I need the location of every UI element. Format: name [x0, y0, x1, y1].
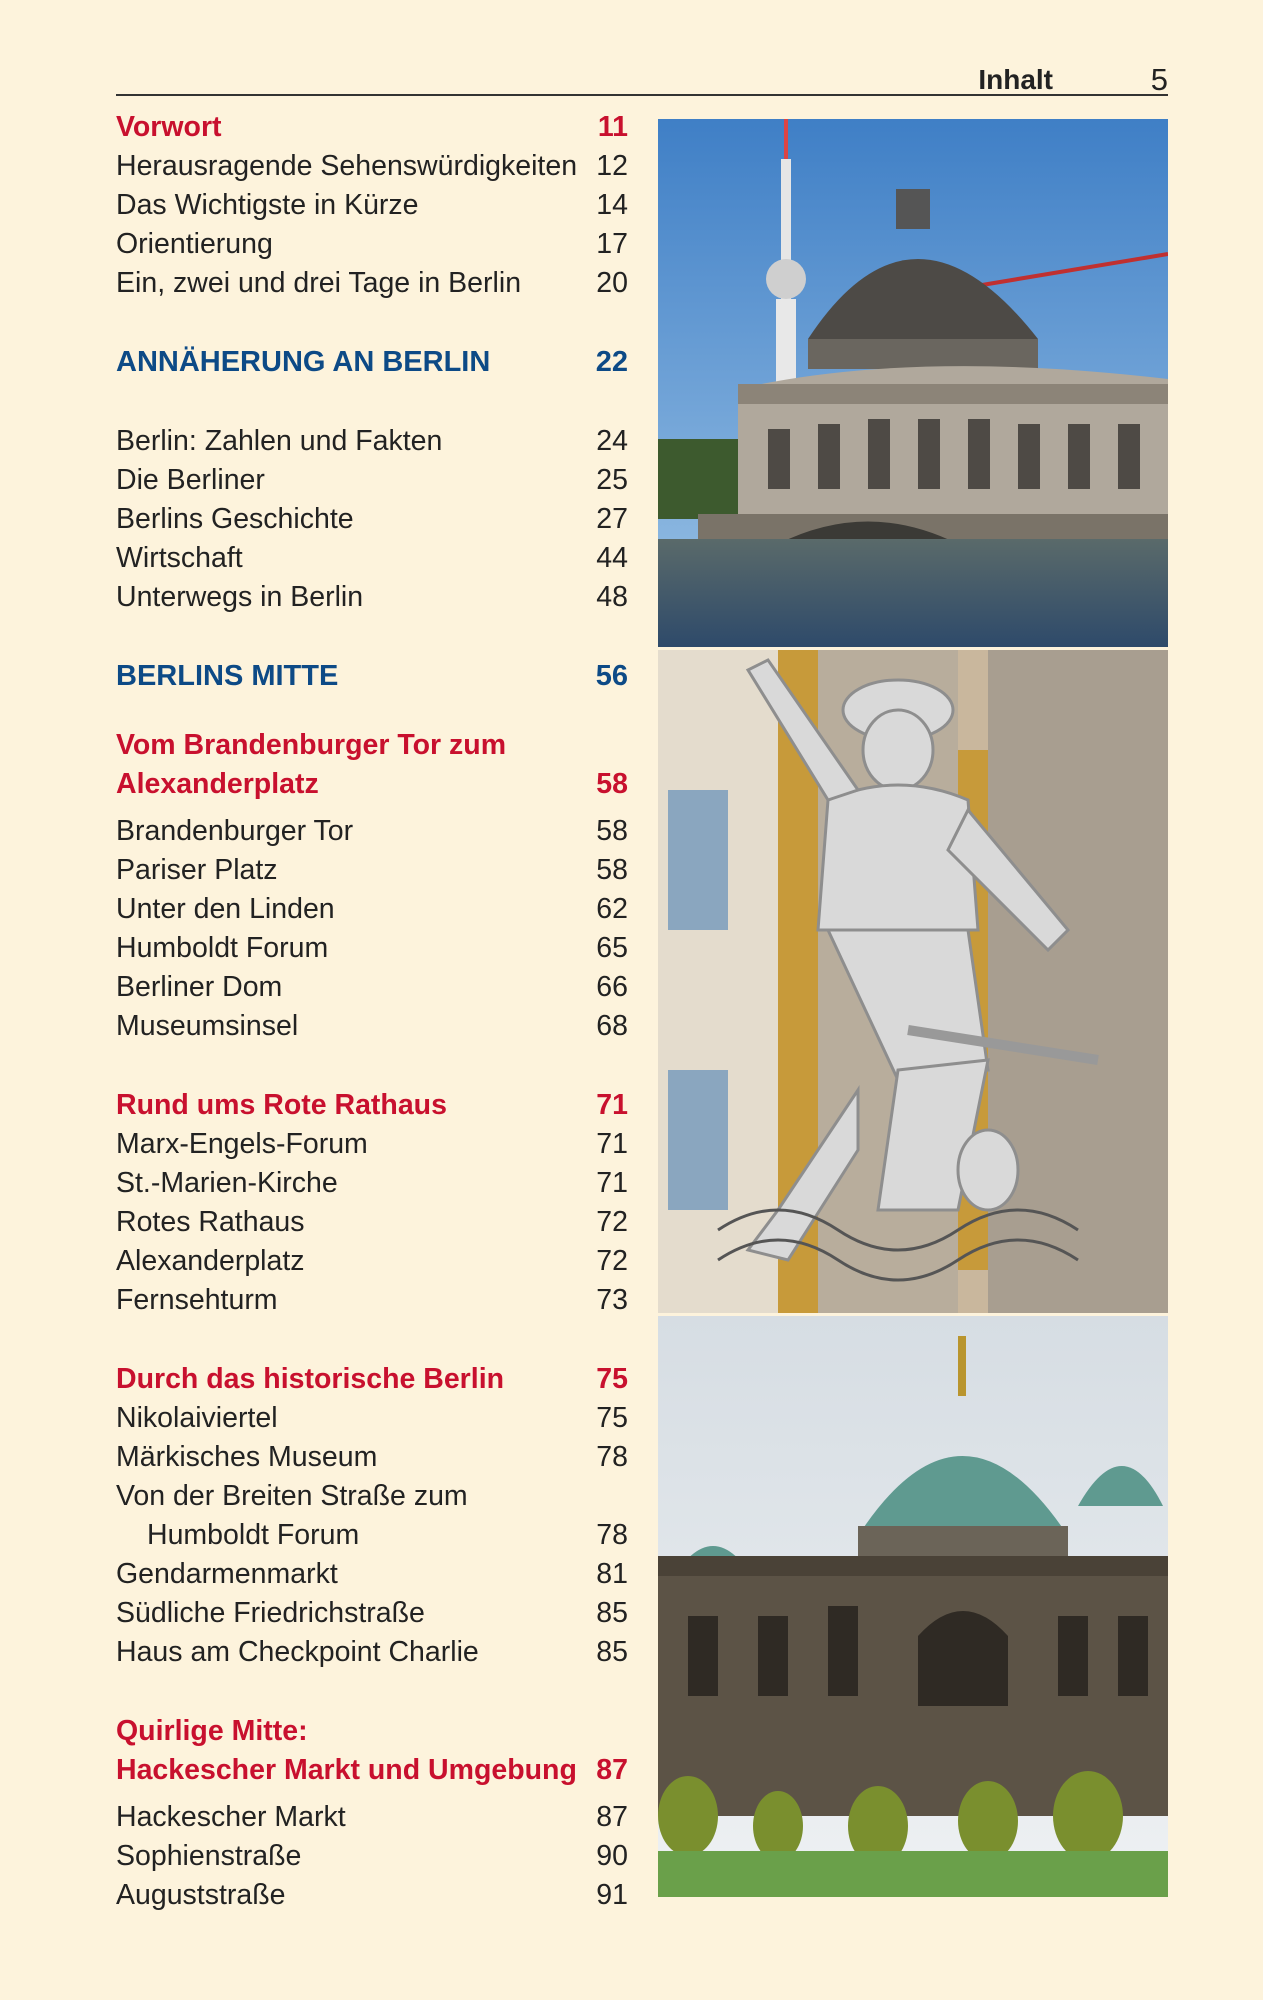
toc-label: Alexanderplatz: [116, 768, 319, 800]
page-number: 5: [1150, 62, 1168, 97]
toc-entry[interactable]: [116, 1555, 628, 1594]
toc-label: Rotes Rathaus: [116, 1206, 305, 1238]
toc-page: 68: [596, 1010, 628, 1042]
toc-section-heading[interactable]: [116, 1751, 628, 1790]
toc-entry[interactable]: [116, 1876, 628, 1915]
toc-entry[interactable]: [116, 1007, 628, 1046]
toc-entry[interactable]: [116, 1203, 628, 1242]
toc-label: Haus am Checkpoint Charlie: [116, 1636, 479, 1668]
toc-label: ANNÄHERUNG AN BERLIN: [116, 346, 491, 378]
toc-entry[interactable]: [116, 500, 628, 539]
toc-label: Die Berliner: [116, 464, 265, 496]
toc-page: 44: [596, 542, 628, 574]
toc-section-heading[interactable]: [116, 726, 628, 765]
toc-page: 25: [596, 464, 628, 496]
toc-label: Alexanderplatz: [116, 1245, 305, 1277]
toc-label: Durch das historische Berlin: [116, 1363, 505, 1395]
toc-entry[interactable]: [116, 1399, 628, 1438]
toc-page: 71: [596, 1128, 628, 1160]
toc-entry[interactable]: [116, 225, 628, 264]
toc-label: Das Wichtigste in Kürze: [116, 189, 419, 221]
toc-label: Von der Breiten Straße zum: [116, 1480, 468, 1512]
toc-entry[interactable]: [116, 1633, 628, 1672]
toc-page: 85: [596, 1597, 628, 1629]
toc-entry[interactable]: [116, 1125, 628, 1164]
toc-section-heading[interactable]: [116, 1712, 628, 1751]
toc-entry[interactable]: [116, 929, 628, 968]
toc-label: Wirtschaft: [116, 542, 243, 574]
toc-label: Sophienstraße: [116, 1840, 302, 1872]
toc-label: Orientierung: [116, 228, 273, 260]
toc-entry[interactable]: [116, 1242, 628, 1281]
toc-entry[interactable]: [116, 1281, 628, 1320]
toc-entry[interactable]: [116, 890, 628, 929]
toc-label: Brandenburger Tor: [116, 815, 354, 847]
toc-entry[interactable]: [116, 1594, 628, 1633]
table-of-contents: [116, 108, 628, 1915]
toc-entry[interactable]: [116, 186, 628, 225]
toc-page: 90: [596, 1840, 628, 1872]
running-title: Inhalt: [978, 64, 1053, 95]
toc-page: 78: [596, 1519, 628, 1551]
toc-entry[interactable]: [116, 539, 628, 578]
toc-label: Museumsinsel: [116, 1010, 299, 1042]
toc-entry[interactable]: [116, 1798, 628, 1837]
toc-page: 58: [596, 854, 628, 886]
toc-part-heading[interactable]: [116, 657, 628, 696]
toc-label: Ein, zwei und drei Tage in Berlin: [116, 267, 522, 299]
toc-page: 71: [596, 1167, 628, 1199]
toc-section-heading[interactable]: [116, 1086, 628, 1125]
toc-page: 11: [597, 111, 628, 143]
toc-page: 20: [596, 267, 628, 299]
toc-page: 65: [596, 932, 628, 964]
toc-label: Humboldt Forum: [147, 1519, 360, 1551]
toc-label: BERLINS MITTE: [116, 660, 339, 692]
toc-page: 27: [596, 503, 628, 535]
toc-entry[interactable]: [116, 1477, 628, 1516]
toc-page: 17: [596, 228, 628, 260]
toc-page: 58: [596, 815, 628, 847]
page-header: [116, 58, 1168, 96]
toc-entry[interactable]: [116, 1837, 628, 1876]
toc-label: Märkisches Museum: [116, 1441, 378, 1473]
toc-label: Fernsehturm: [116, 1284, 278, 1316]
photo-berliner-dom: [658, 1316, 1168, 1897]
toc-section-heading[interactable]: [116, 108, 628, 147]
toc-page: 66: [596, 971, 628, 1003]
toc-page: 71: [596, 1089, 628, 1121]
toc-page: 58: [596, 768, 628, 800]
toc-label: Vorwort: [116, 111, 222, 143]
toc-part-heading[interactable]: [116, 343, 628, 382]
toc-page: 72: [596, 1206, 628, 1238]
toc-label: Auguststraße: [116, 1879, 286, 1911]
toc-entry[interactable]: [116, 1438, 628, 1477]
toc-entry[interactable]: [116, 812, 628, 851]
toc-page: 85: [596, 1636, 628, 1668]
toc-label: Herausragende Sehenswürdigkeiten: [116, 150, 578, 182]
photo-soldier-sculpture: [658, 650, 1168, 1313]
toc-page: 91: [596, 1879, 628, 1911]
toc-page: 56: [595, 660, 628, 692]
toc-entry[interactable]: [116, 851, 628, 890]
toc-label: Berlin: Zahlen und Fakten: [116, 425, 443, 457]
toc-label: Nikolaiviertel: [116, 1402, 278, 1434]
toc-page: 14: [596, 189, 628, 221]
toc-page: 87: [596, 1754, 628, 1786]
toc-entry[interactable]: [116, 1516, 628, 1555]
photo-bode-museum: [658, 119, 1168, 647]
toc-entry[interactable]: [116, 968, 628, 1007]
toc-entry[interactable]: [116, 264, 628, 303]
toc-page: 12: [596, 150, 628, 182]
toc-label: Rund ums Rote Rathaus: [116, 1089, 447, 1121]
toc-label: Hackescher Markt und Umgebung: [116, 1754, 577, 1786]
toc-page: 78: [596, 1441, 628, 1473]
toc-label: Berliner Dom: [116, 971, 283, 1003]
toc-page: 24: [596, 425, 628, 457]
toc-page: 73: [596, 1284, 628, 1316]
toc-label: Unterwegs in Berlin: [116, 581, 364, 613]
toc-page: 87: [596, 1801, 628, 1833]
toc-label: St.-Marien-Kirche: [116, 1167, 338, 1199]
toc-label: Humboldt Forum: [116, 932, 329, 964]
toc-entry[interactable]: [116, 147, 628, 186]
toc-label: Vom Brandenburger Tor zum: [116, 729, 507, 761]
toc-page: 75: [596, 1363, 628, 1395]
toc-label: Berlins Geschichte: [116, 503, 354, 535]
toc-section-heading[interactable]: [116, 1360, 628, 1399]
toc-page: 48: [596, 581, 628, 613]
toc-label: Unter den Linden: [116, 893, 335, 925]
toc-label: Marx-Engels-Forum: [116, 1128, 368, 1160]
toc-section-heading[interactable]: [116, 765, 628, 804]
toc-page: 22: [595, 346, 628, 378]
toc-entry[interactable]: [116, 578, 628, 617]
toc-label: Gendarmenmarkt: [116, 1558, 338, 1590]
toc-page: 81: [596, 1558, 628, 1590]
toc-label: Quirlige Mitte:: [116, 1715, 308, 1747]
toc-label: Pariser Platz: [116, 854, 278, 886]
toc-page: 72: [596, 1245, 628, 1277]
toc-page: 75: [596, 1402, 628, 1434]
toc-entry[interactable]: [116, 422, 628, 461]
toc-entry[interactable]: [116, 461, 628, 500]
toc-page: 62: [596, 893, 628, 925]
toc-label: Südliche Friedrichstraße: [116, 1597, 425, 1629]
toc-entry[interactable]: [116, 1164, 628, 1203]
toc-label: Hackescher Markt: [116, 1801, 346, 1833]
